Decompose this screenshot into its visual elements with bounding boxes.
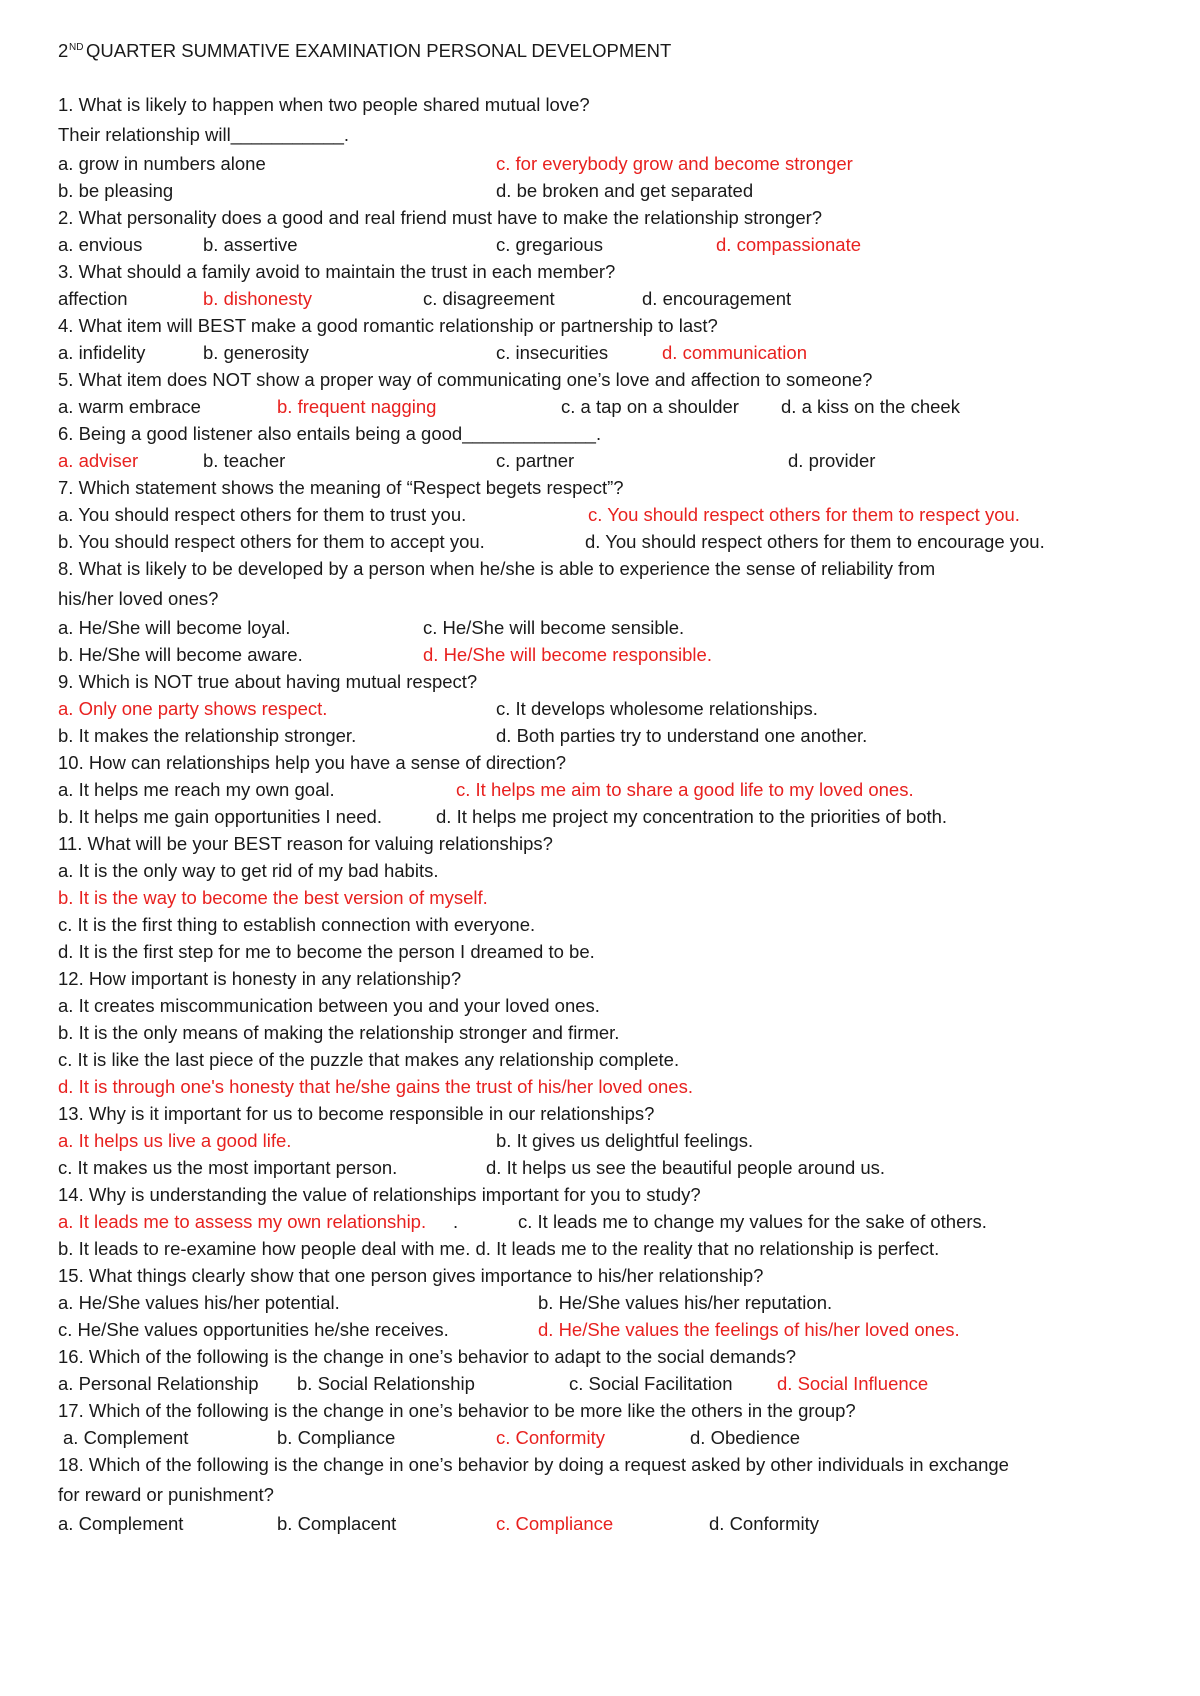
answer-key-text: c. Conformity	[496, 1427, 605, 1448]
exam-text: c. It is the first thing to establish connection with everyone.	[58, 914, 536, 935]
exam-text: c. partner	[496, 450, 575, 471]
exam-text: 18. Which of the following is the change in one’s behavior by doing a request asked by other individuals in exchange	[58, 1454, 1009, 1475]
exam-text: b. It makes the relationship stronger.	[58, 725, 357, 746]
exam-text: a. It creates miscommunication between you and your loved ones.	[58, 995, 600, 1016]
exam-text: a. It is the only way to get rid of my bad habits.	[58, 860, 439, 881]
answer-key-text: a. adviser	[58, 450, 139, 471]
exam-text: c. It leads me to change my values for the sake of others.	[518, 1211, 987, 1232]
exam-text: 14. Why is understanding the value of relationships important for you to study?	[58, 1184, 701, 1205]
answer-key-text: b. dishonesty	[203, 288, 313, 309]
exam-text: b. It is the only means of making the relationship stronger and firmer.	[58, 1022, 620, 1043]
answer-key-text: d. He/She values the feelings of his/her loved ones.	[538, 1319, 960, 1340]
exam-text: c. gregarious	[496, 234, 603, 255]
exam-text: a. He/She values his/her potential.	[58, 1292, 340, 1313]
exam-text: d. It helps me project my concentration to the priorities of both.	[436, 806, 948, 827]
exam-text: d. It is the first step for me to become the person I dreamed to be.	[58, 941, 595, 962]
exam-text: 2. What personality does a good and real friend must have to make the relationship stronger?	[58, 207, 823, 228]
answer-key-text: c. Compliance	[496, 1513, 614, 1534]
exam-text: c. It is like the last piece of the puzzle that makes any relationship complete.	[58, 1049, 680, 1070]
exam-text: b. It leads to re-examine how people deal with me. d. It leads me to the reality that no relationship is perfect.	[58, 1238, 940, 1259]
answer-key-text: c. You should respect others for them to respect you.	[588, 504, 1020, 525]
answer-key-text: a. It leads me to assess my own relationship.	[58, 1211, 427, 1232]
exam-text: d. be broken and get separated	[496, 180, 754, 201]
exam-text: c. It makes us the most important person.	[58, 1157, 398, 1178]
answer-key-text: a. Only one party shows respect.	[58, 698, 328, 719]
exam-text: a. Complement	[58, 1513, 184, 1534]
exam-text: c. He/She values opportunities he/she receives.	[58, 1319, 449, 1340]
exam-text: 15. What things clearly show that one person gives importance to his/her relationship?	[58, 1265, 764, 1286]
exam-text: 12. How important is honesty in any relationship?	[58, 968, 462, 989]
exam-text: c. It develops wholesome relationships.	[496, 698, 818, 719]
exam-text: 13. Why is it important for us to become responsible in our relationships?	[58, 1103, 655, 1124]
exam-text: a. grow in numbers alone	[58, 153, 266, 174]
exam-text: b. It helps me gain opportunities I need.	[58, 806, 382, 827]
exam-text: d. Obedience	[690, 1427, 801, 1448]
exam-text: a. envious	[58, 234, 143, 255]
exam-text: 6. Being a good listener also entails being a good_____________.	[58, 423, 602, 444]
exam-text: 17. Which of the following is the change in one’s behavior to be more like the others in the group?	[58, 1400, 856, 1421]
exam-text: a. Complement	[63, 1427, 189, 1448]
exam-text: 5. What item does NOT show a proper way of communicating one’s love and affection to someone?	[58, 369, 873, 390]
answer-key-text: d. communication	[662, 342, 807, 363]
exam-text: d. It helps us see the beautiful people around us.	[486, 1157, 886, 1178]
exam-text: 1. What is likely to happen when two people shared mutual love?	[58, 94, 590, 115]
exam-text: his/her loved ones?	[58, 588, 219, 609]
exam-text: c. insecurities	[496, 342, 609, 363]
exam-text: 9. Which is NOT true about having mutual respect?	[58, 671, 478, 692]
exam-text: b. generosity	[203, 342, 309, 363]
exam-text: d. Both parties try to understand one another.	[496, 725, 868, 746]
exam-text: 4. What item will BEST make a good romantic relationship or partnership to last?	[58, 315, 718, 336]
exam-text: 3. What should a family avoid to maintain the trust in each member?	[58, 261, 616, 282]
answer-key-text: c. for everybody grow and become stronger	[496, 153, 853, 174]
exam-text: b. He/She will become aware.	[58, 644, 303, 665]
answer-key-text: d. He/She will become responsible.	[423, 644, 712, 665]
title-text: QUARTER SUMMATIVE EXAMINATION PERSONAL DEVELOPMENT	[86, 40, 672, 61]
exam-text: d. You should respect others for them to encourage you.	[585, 531, 1045, 552]
exam-text: 16. Which of the following is the change in one’s behavior to adapt to the social demands?	[58, 1346, 797, 1367]
exam-text: c. Social Facilitation	[569, 1373, 733, 1394]
exam-text: d. a kiss on the cheek	[781, 396, 960, 417]
exam-text: .	[453, 1211, 459, 1232]
exam-text: a. You should respect others for them to trust you.	[58, 504, 467, 525]
answer-key-text: d. Social Influence	[777, 1373, 929, 1394]
exam-text: 8. What is likely to be developed by a person when he/she is able to experience the sense of reliability from	[58, 558, 936, 579]
exam-text: a. infidelity	[58, 342, 146, 363]
exam-text: d. encouragement	[642, 288, 792, 309]
exam-text: a. It helps me reach my own goal.	[58, 779, 335, 800]
exam-text: 10. How can relationships help you have a sense of direction?	[58, 752, 567, 773]
exam-text: b. Compliance	[277, 1427, 396, 1448]
exam-text: c. He/She will become sensible.	[423, 617, 685, 638]
exam-text: Their relationship will___________.	[58, 124, 350, 145]
exam-text: c. a tap on a shoulder	[561, 396, 739, 417]
exam-text: c. disagreement	[423, 288, 555, 309]
exam-text: 11. What will be your BEST reason for valuing relationships?	[58, 833, 553, 854]
exam-text: for reward or punishment?	[58, 1484, 274, 1505]
exam-text: b. Social Relationship	[297, 1373, 475, 1394]
exam-text: b. It gives us delightful feelings.	[496, 1130, 754, 1151]
exam-text: b. Complacent	[277, 1513, 397, 1534]
exam-text: b. You should respect others for them to accept you.	[58, 531, 485, 552]
exam-text: b. teacher	[203, 450, 286, 471]
answer-key-text: b. frequent nagging	[277, 396, 437, 417]
title-ordinal-suffix: ND	[69, 42, 84, 53]
exam-text: b. be pleasing	[58, 180, 174, 201]
exam-text: a. warm embrace	[58, 396, 201, 417]
exam-text: 7. Which statement shows the meaning of “Respect begets respect”?	[58, 477, 624, 498]
exam-text: b. assertive	[203, 234, 298, 255]
exam-text: d. Conformity	[709, 1513, 820, 1534]
answer-key-text: d. compassionate	[716, 234, 862, 255]
exam-text: a. He/She will become loyal.	[58, 617, 291, 638]
answer-key-text: c. It helps me aim to share a good life to my loved ones.	[456, 779, 914, 800]
exam-text: b. He/She values his/her reputation.	[538, 1292, 833, 1313]
title-ordinal: 2	[58, 40, 69, 61]
exam-text: a. Personal Relationship	[58, 1373, 259, 1394]
answer-key-text: b. It is the way to become the best version of myself.	[58, 887, 488, 908]
exam-text: affection	[58, 288, 128, 309]
exam-text: d. provider	[788, 450, 876, 471]
answer-key-text: d. It is through one's honesty that he/she gains the trust of his/her loved ones.	[58, 1076, 693, 1097]
answer-key-text: a. It helps us live a good life.	[58, 1130, 292, 1151]
